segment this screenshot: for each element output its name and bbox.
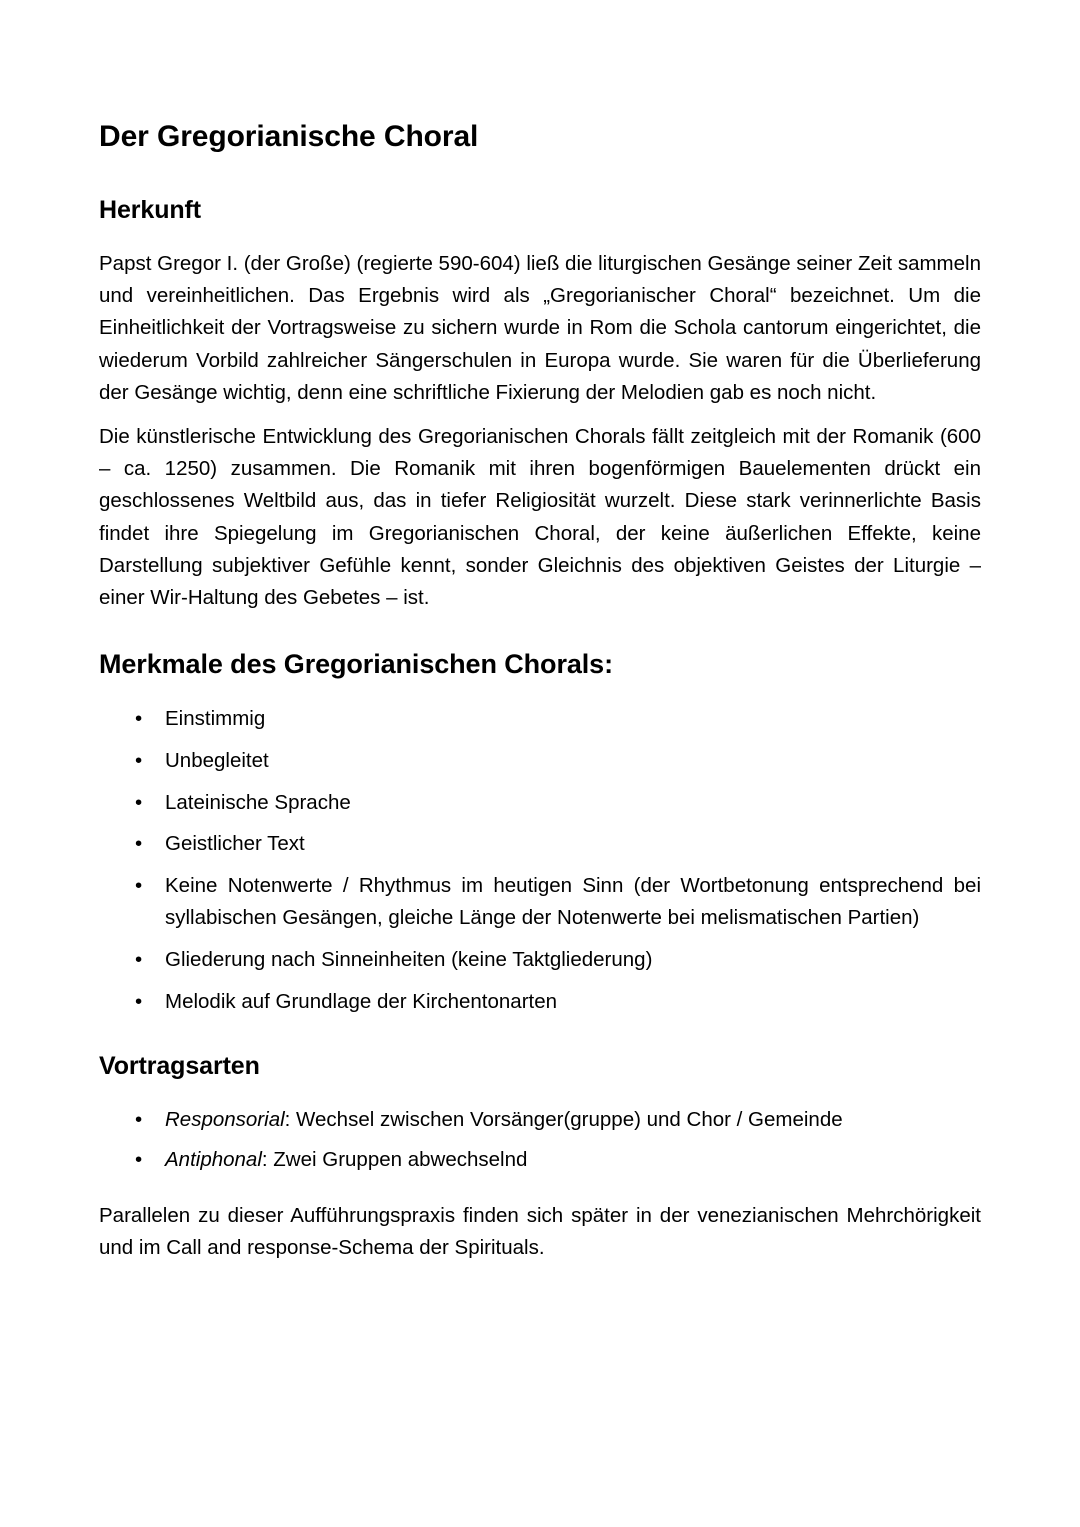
list-item-label: Melodik auf Grundlage der Kirchentonarten [165, 989, 558, 1013]
list-item-label: Gliederung nach Sinneinheiten (keine Taktgliederung) [165, 947, 653, 971]
spacer [99, 156, 981, 194]
list-item [99, 1144, 981, 1176]
list-item [99, 1104, 981, 1136]
page-title: Der Gregorianische Choral [99, 120, 479, 153]
vortragsarten-list [99, 1104, 981, 1176]
spacer [99, 1082, 981, 1104]
list-item [99, 828, 981, 860]
list-item-label: Lateinische Sprache [165, 790, 351, 814]
section-heading-merkmale: Merkmale des Gregorianischen Chorals: [99, 649, 613, 680]
list-item-label: Einstimmig [165, 707, 266, 731]
list-item [99, 944, 981, 976]
section-heading-herkunft: Herkunft [99, 196, 201, 224]
list-item-label: Keine Notenwerte / Rhythmus im heutigen Sinn (der Wortbetonung entsprechend bei syllabischen Gesängen, gleiche Länge der Notenwerte bei melismatischen Partien) [165, 874, 981, 930]
vortragsart-term: Antiphonal [165, 1148, 262, 1172]
list-item-label: Unbegleitet [165, 748, 269, 772]
paragraph-herkunft-1: Papst Gregor I. (der Große) (regierte 590-604) ließ die liturgischen Gesänge seiner Zeit sammeln und vereinheitlichen. Das Ergebnis wird als „Gregorianischer Choral“ bezeichnet. Um die Einheitlichkeit der Vortragsweise zu sichern wurde in Rom die Schola cantorum eingerichtet, die wiederum Vorbild zahlreicher Sängerschulen in Europa wurde. Sie waren für die Überlieferung der Gesänge wichtig, denn eine schriftliche Fixierung der Melodien gab es noch nicht. [99, 252, 981, 404]
list-item [99, 745, 981, 777]
spacer [99, 614, 981, 647]
vortragsart-description: : Wechsel zwischen Vorsänger(gruppe) und Chor / Gemeinde [284, 1107, 843, 1131]
list-item-label: Geistlicher Text [165, 832, 305, 856]
list-item [99, 870, 981, 934]
section-heading-vortragsarten: Vortragsarten [99, 1051, 260, 1080]
vortragsart-term: Responsorial [165, 1107, 285, 1131]
vortragsart-description: : Zwei Gruppen abwechselnd [261, 1148, 528, 1172]
document-content [99, 118, 981, 1265]
paragraph-vortragsarten-closing: Parallelen zu dieser Aufführungspraxis finden sich später in der venezianischen Mehrchörigkeit und im Call and response-Schema der Spirituals. [99, 1204, 981, 1260]
spacer [99, 409, 981, 421]
list-item [99, 787, 981, 819]
spacer [99, 681, 981, 703]
spacer [99, 226, 981, 248]
list-item [99, 986, 981, 1018]
merkmale-list [99, 703, 981, 1018]
spacer [99, 1018, 981, 1050]
paragraph-herkunft-2: Die künstlerische Entwicklung des Gregorianischen Chorals fällt zeitgleich mit der Romanik (600 – ca. 1250) zusammen. Die Romanik mit ihren bogenförmigen Bauelementen drückt ein geschlossenes Weltbild aus, das in tiefer Religiosität wurzelt. Diese stark verinnerlichte Basis findet ihre Spiegelung im Gregorianischen Choral, der keine äußerlichen Effekte, keine Darstellung subjektiver Gefühle kennt, sonder Gleichnis des objektiven Geistes der Liturgie – einer Wir-Haltung des Gebetes – ist. [99, 425, 981, 610]
list-item [99, 703, 981, 735]
spacer [99, 1184, 981, 1200]
